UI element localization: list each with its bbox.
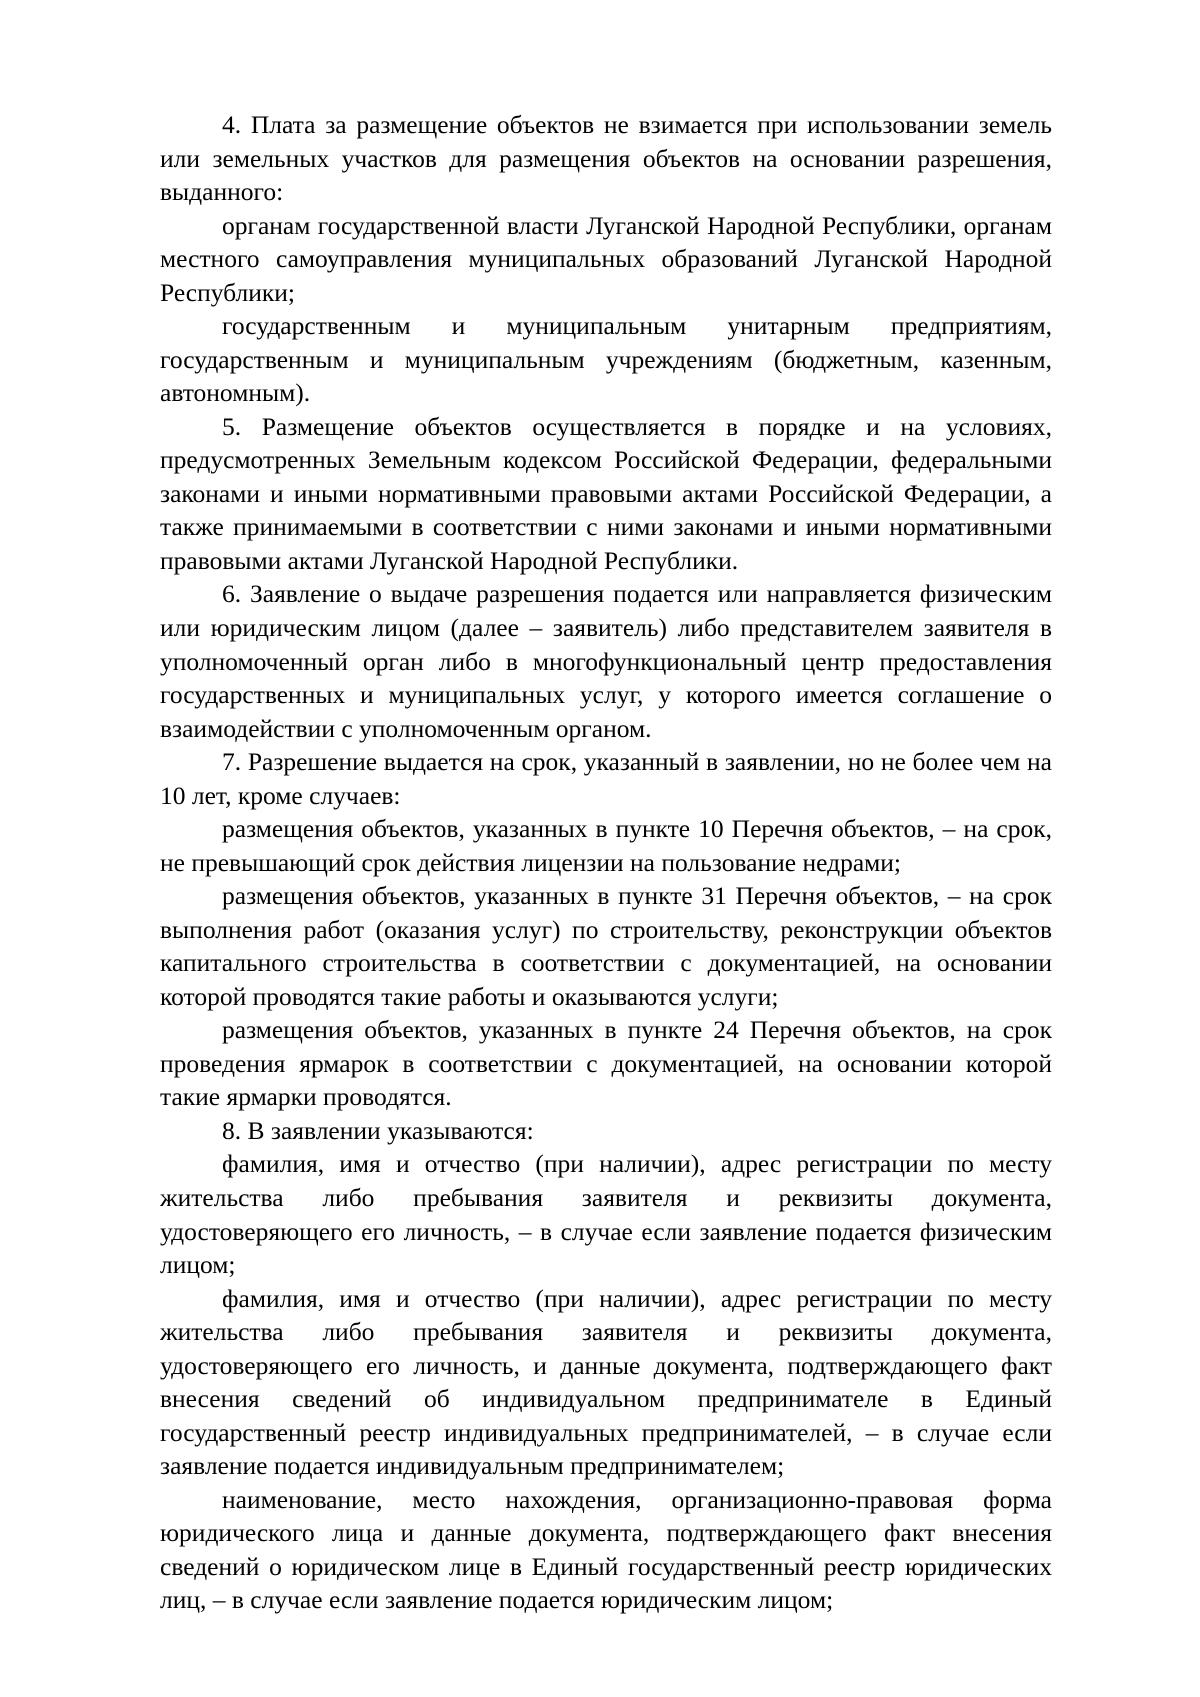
paragraph-8-item-3: наименование, место нахождения, организационно-правовая форма юридического лица и данные документа, подтверждающего факт внесения сведений о юридическом лице в Единый государственный реестр юридических лиц, – в случае если заявление подается юридическим лицом;: [160, 1484, 1052, 1615]
paragraph-4-item-2: государственным и муниципальным унитарным предприятиям, государственным и муниципальным учреждениям (бюджетным, казенным, автономным).: [160, 311, 1052, 408]
paragraph-7-item-1: размещения объектов, указанных в пункте 10 Перечня объектов, – на срок, не превышающий срок действия лицензии на пользование недрами;: [160, 814, 1052, 877]
paragraph-8-item-2: фамилия, имя и отчество (при наличии), адрес регистрации по месту жительства либо пребывания заявителя и реквизиты документа, удостоверяющего его личность, и данные документа, подтверждающего факт внесения сведений об индивидуальном предпринимателе в Единый государственный реестр индивидуальных предпринимателей, – в случае если заявление подается индивидуальным предпринимателем;: [160, 1283, 1052, 1481]
paragraph-7: 7. Разрешение выдается на срок, указанный в заявлении, но не более чем на 10 лет, кроме случаев:: [160, 747, 1052, 810]
paragraph-4: 4. Плата за размещение объектов не взимается при использовании земель или земельных участков для размещения объектов на основании разрешения, выданного:: [160, 110, 1052, 207]
paragraph-8: 8. В заявлении указываются:: [222, 1115, 534, 1145]
paragraph-4-item-1: органам государственной власти Луганской Народной Республики, органам местного самоуправления муниципальных образований Луганской Народной Республики;: [160, 210, 1052, 307]
paragraph-5: 5. Размещение объектов осуществляется в порядке и на условиях, предусмотренных Земельным кодексом Российской Федерации, федеральными законами и иными нормативными правовыми актами Российской Федерации, а также принимаемыми в соответствии с ними законами и иными нормативными правовыми актами Луганской Народной Республики.: [160, 411, 1052, 575]
paragraph-8-item-1: фамилия, имя и отчество (при наличии), адрес регистрации по месту жительства либо пребывания заявителя и реквизиты документа, удостоверяющего его личность, – в случае если заявление подается физическим лицом;: [160, 1149, 1052, 1280]
paragraph-6: 6. Заявление о выдаче разрешения подается или направляется физическим или юридическим лицом (далее – заявитель) либо представителем заявителя в уполномоченный орган либо в многофункциональный центр предоставления государственных и муниципальных услуг, у которого имеется соглашение о взаимодействии с уполномоченным органом.: [160, 579, 1052, 743]
paragraph-7-item-2: размещения объектов, указанных в пункте 31 Перечня объектов, – на срок выполнения работ (оказания услуг) по строительству, реконструкции объектов капитального строительства в соответствии с документацией, на основании которой проводятся такие работы и оказываются услуги;: [160, 881, 1052, 1011]
paragraph-7-item-3: размещения объектов, указанных в пункте 24 Перечня объектов, на срок проведения ярмарок в соответствии с документацией, на основании которой такие ярмарки проводятся.: [160, 1015, 1052, 1112]
document-body: [160, 108, 1052, 1617]
